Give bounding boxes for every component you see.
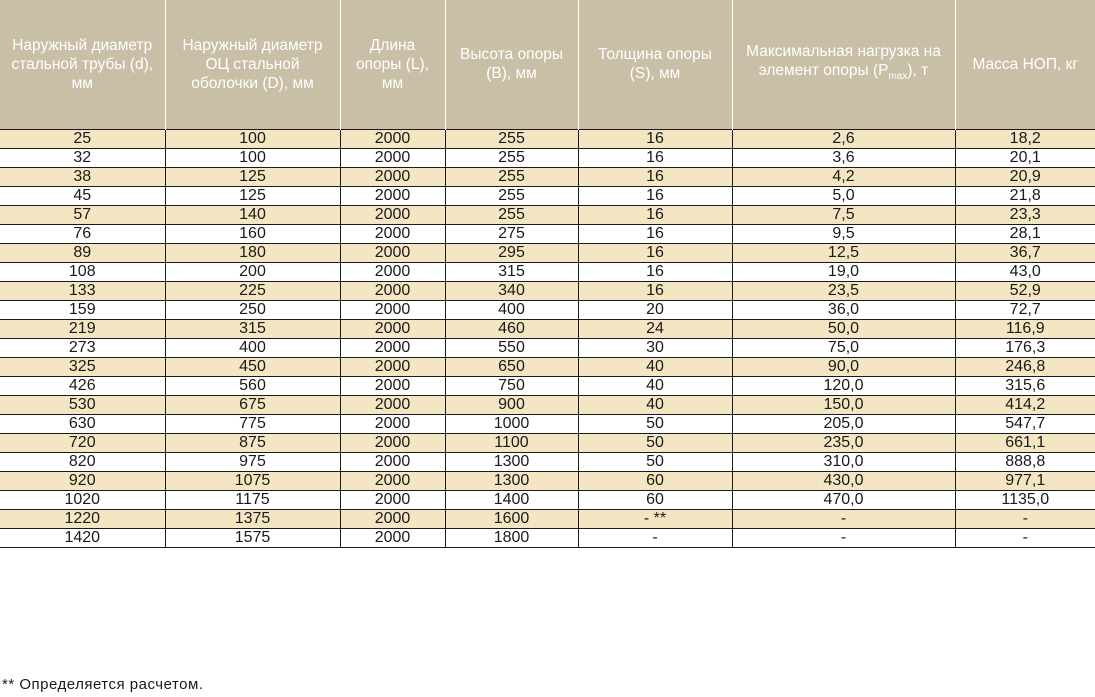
table-cell: 150,0 [732,395,955,414]
table-cell: 2000 [340,376,445,395]
table-cell: 2000 [340,319,445,338]
table-cell: 2000 [340,224,445,243]
table-cell: 315,6 [955,376,1095,395]
table-cell: 140 [165,205,340,224]
table-cell: 40 [578,395,732,414]
table-cell: 275 [445,224,578,243]
header-max-load [732,0,955,129]
table-cell: 2000 [340,414,445,433]
table-cell: 225 [165,281,340,300]
table-cell: 661,1 [955,433,1095,452]
table-row [0,300,1095,319]
table-cell: 430,0 [732,471,955,490]
table-cell: 273 [0,338,165,357]
header-pipe-diameter: Наружный диаметр стальной трубы (d), мм [0,0,165,129]
table-row [0,186,1095,205]
table-cell: 12,5 [732,243,955,262]
table-cell: 246,8 [955,357,1095,376]
table-cell: 205,0 [732,414,955,433]
table-cell: 255 [445,186,578,205]
table-cell: 1100 [445,433,578,452]
table-cell: 325 [0,357,165,376]
table-cell: 159 [0,300,165,319]
table-row [0,509,1095,528]
table-row [0,205,1095,224]
table-cell: 32 [0,148,165,167]
table-cell: 340 [445,281,578,300]
table-row [0,338,1095,357]
table-cell: 19,0 [732,262,955,281]
table-cell: 875 [165,433,340,452]
table-cell: 2,6 [732,129,955,148]
table-cell: 24 [578,319,732,338]
table-cell: 255 [445,148,578,167]
table-cell: 720 [0,433,165,452]
table-cell: 45 [0,186,165,205]
header-mass: Масса НОП, кг [955,0,1095,129]
table-cell: 219 [0,319,165,338]
table-cell: 16 [578,167,732,186]
table-cell: 16 [578,224,732,243]
table-cell: 547,7 [955,414,1095,433]
table-cell: 1375 [165,509,340,528]
table-cell: 2000 [340,357,445,376]
table-cell: 630 [0,414,165,433]
table-cell: 23,5 [732,281,955,300]
table-cell: 2000 [340,528,445,547]
table-cell: 255 [445,167,578,186]
table-cell: 2000 [340,433,445,452]
table-cell: 20,9 [955,167,1095,186]
table-cell: 50 [578,433,732,452]
table-cell: 1575 [165,528,340,547]
table-cell: 2000 [340,186,445,205]
table-cell: 426 [0,376,165,395]
table-cell: 315 [445,262,578,281]
table-cell: 560 [165,376,340,395]
table-cell: 38 [0,167,165,186]
table-cell: 57 [0,205,165,224]
table-cell: 20 [578,300,732,319]
table-row [0,433,1095,452]
table-cell: 1075 [165,471,340,490]
table-cell: 1175 [165,490,340,509]
table-cell: 2000 [340,490,445,509]
table-row [0,414,1095,433]
table-cell: 30 [578,338,732,357]
table-cell: 2000 [340,243,445,262]
table-cell: 414,2 [955,395,1095,414]
table-row [0,319,1095,338]
table-cell: 2000 [340,167,445,186]
table-cell: 28,1 [955,224,1095,243]
table-cell: 75,0 [732,338,955,357]
table-cell: 100 [165,129,340,148]
table-cell: 7,5 [732,205,955,224]
footnote: ** Определяется расчетом. [2,676,204,693]
table-cell: 125 [165,186,340,205]
table-cell: 43,0 [955,262,1095,281]
table-cell: 5,0 [732,186,955,205]
table-cell: 16 [578,186,732,205]
header-shell-diameter: Наружный диаметр ОЦ стальной оболочки (D), мм [165,0,340,129]
table-cell: 975 [165,452,340,471]
table-cell: 90,0 [732,357,955,376]
table-cell: 125 [165,167,340,186]
table-cell: 400 [445,300,578,319]
table-cell: - [732,528,955,547]
table-cell: 50 [578,414,732,433]
table-cell: 100 [165,148,340,167]
table-row [0,395,1095,414]
table-cell: 180 [165,243,340,262]
table-row [0,281,1095,300]
table-row [0,471,1095,490]
table-cell: 530 [0,395,165,414]
table-cell: 2000 [340,129,445,148]
table-row [0,243,1095,262]
table-cell: 2000 [340,395,445,414]
table-cell: 89 [0,243,165,262]
table-cell: 820 [0,452,165,471]
table-cell: 108 [0,262,165,281]
table-cell: 36,7 [955,243,1095,262]
table-cell: 1420 [0,528,165,547]
table-cell: 133 [0,281,165,300]
table-cell: 4,2 [732,167,955,186]
table-cell: 750 [445,376,578,395]
table-cell: 675 [165,395,340,414]
table-cell: 977,1 [955,471,1095,490]
table-cell: 470,0 [732,490,955,509]
table-cell: 60 [578,471,732,490]
table-cell: - ** [578,509,732,528]
table-cell: 450 [165,357,340,376]
header-max-load-unit: ), т [907,62,929,80]
table-row [0,490,1095,509]
table-cell: 160 [165,224,340,243]
table-cell: 23,3 [955,205,1095,224]
table-row [0,129,1095,148]
table-cell: 2000 [340,205,445,224]
table-cell: 250 [165,300,340,319]
table-row [0,167,1095,186]
table-cell: 2000 [340,452,445,471]
table-cell: 255 [445,205,578,224]
table-cell: 120,0 [732,376,955,395]
table-cell: 200 [165,262,340,281]
table-cell: 1600 [445,509,578,528]
table-row [0,452,1095,471]
table-cell: 16 [578,243,732,262]
table-cell: 40 [578,376,732,395]
table-cell: 16 [578,129,732,148]
table-cell: 16 [578,281,732,300]
table-cell: 72,7 [955,300,1095,319]
table-cell: 400 [165,338,340,357]
table-cell: 3,6 [732,148,955,167]
table-cell: 235,0 [732,433,955,452]
table-row [0,148,1095,167]
table-cell: 2000 [340,281,445,300]
table-cell: 52,9 [955,281,1095,300]
table-cell: 1220 [0,509,165,528]
table-cell: 310,0 [732,452,955,471]
table-cell: 76 [0,224,165,243]
table-cell: 20,1 [955,148,1095,167]
table-row [0,224,1095,243]
table-cell: 460 [445,319,578,338]
table-cell: 9,5 [732,224,955,243]
table-cell: 1020 [0,490,165,509]
table-cell: 176,3 [955,338,1095,357]
header-length: Длина опоры (L), мм [340,0,445,129]
table-row [0,262,1095,281]
table-cell: 775 [165,414,340,433]
table-cell: - [955,509,1095,528]
table-cell: 2000 [340,471,445,490]
table-cell: 920 [0,471,165,490]
table-cell: 1300 [445,471,578,490]
table-row [0,376,1095,395]
table-cell: 1800 [445,528,578,547]
table-cell: 50,0 [732,319,955,338]
table-cell: 25 [0,129,165,148]
table-cell: 36,0 [732,300,955,319]
table-cell: 2000 [340,300,445,319]
table-cell: 2000 [340,338,445,357]
table-cell: 21,8 [955,186,1095,205]
table-cell: 1135,0 [955,490,1095,509]
table-row [0,528,1095,547]
table-cell: 16 [578,205,732,224]
table-cell: 16 [578,148,732,167]
table-cell: 255 [445,129,578,148]
table-cell: 295 [445,243,578,262]
table-cell: 315 [165,319,340,338]
header-thickness: Толщина опоры (S), мм [578,0,732,129]
table-cell: 60 [578,490,732,509]
table-cell: - [955,528,1095,547]
header-max-load-text: Максимальная нагрузка на элемент опоры (P [746,43,941,80]
table-cell: 2000 [340,509,445,528]
table-cell: 40 [578,357,732,376]
header-max-load-sub: max [888,71,908,83]
table-cell: 550 [445,338,578,357]
table-cell: 1000 [445,414,578,433]
table-cell: 116,9 [955,319,1095,338]
table-cell: 888,8 [955,452,1095,471]
table-cell: 18,2 [955,129,1095,148]
table-cell: 2000 [340,148,445,167]
table-cell: - [732,509,955,528]
table-cell: 650 [445,357,578,376]
table-cell: 1300 [445,452,578,471]
table-cell: 1400 [445,490,578,509]
table-header-row [0,0,1095,129]
table-cell: 900 [445,395,578,414]
header-height: Высота опоры (B), мм [445,0,578,129]
table-row [0,357,1095,376]
table-body [0,129,1095,547]
table-cell: 16 [578,262,732,281]
table-cell: 50 [578,452,732,471]
table-cell: 2000 [340,262,445,281]
table-cell: - [578,528,732,547]
